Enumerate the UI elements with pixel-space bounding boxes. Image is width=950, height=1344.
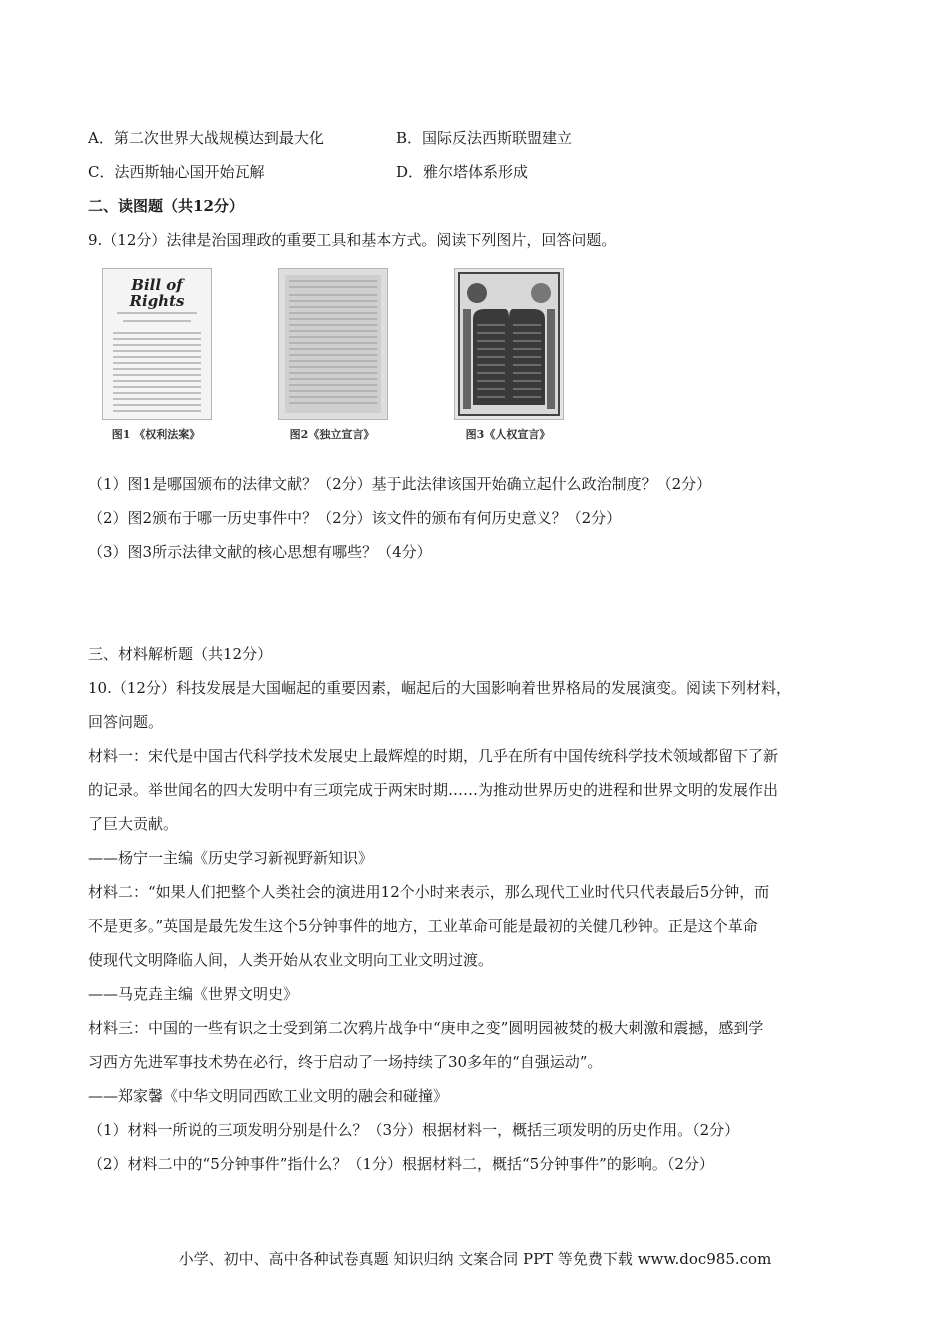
- material3-line2: 习西方先进军事技术势在必行，终于启动了一场持续了30多年的“自强运动”。: [88, 1053, 603, 1071]
- material2-source: ——马克垚主编《世界文明史》: [88, 985, 299, 1003]
- declaration-rights-of-man-image: [454, 268, 564, 420]
- engraving-illustration: [455, 269, 563, 419]
- option-a: A．第二次世界大战规模达到最大化: [88, 129, 324, 147]
- material2-line2: 不是更多。”英国是最先发生这个5分钟事件的地方，工业革命可能是最初的关健几秒钟。正是这个革命: [88, 917, 758, 935]
- material3-source: ——郑家馨《中华文明同西欧工业文明的融会和碰撞》: [88, 1087, 449, 1105]
- material2-line1: 材料二：“如果人们把整个人类社会的演进用12个小时来表示，那么现代工业时代只代表最后5分钟，而: [88, 883, 770, 901]
- material1-line1: 材料一：宋代是中国古代科学技术发展史上最辉煌的时期，几乎在所有中国传统科学技术领域都留下了新: [88, 747, 779, 765]
- page-footer: 小学、初中、高中各种试卷真题 知识归纳 文案合同 PPT 等免费下载 www.doc985.com: [178, 1250, 772, 1268]
- q10-line2: 回答问题。: [88, 713, 164, 731]
- q10-sub1: （1）材料一所说的三项发明分别是什么？（3分）根据材料一，概括三项发明的历史作用。（2分）: [88, 1121, 740, 1139]
- q9-sub3: （3）图3所示法律文献的核心思想有哪些？（4分）: [88, 543, 432, 561]
- section2-heading: 二、读图题（共12分）: [88, 197, 244, 215]
- figure-2-caption: 图2《独立宣言》: [289, 428, 375, 441]
- material1-line2: 的记录。举世闻名的四大发明中有三项完成于两宋时期……为推动世界历史的进程和世界文明的发展作出: [88, 781, 779, 799]
- document-texture: [279, 269, 387, 419]
- option-b: B．国际反法西斯联盟建立: [396, 129, 573, 147]
- q9-sub1: （1）图1是哪国颁布的法律文献？（2分）基于此法律该国开始确立起什么政治制度？（2分）: [88, 475, 712, 493]
- q10-sub2: （2）材料二中的“5分钟事件”指什么？（1分）根据材料二，概括“5分钟事件”的影响。（2分）: [88, 1155, 714, 1173]
- option-d: D．雅尔塔体系形成: [396, 163, 529, 181]
- figure-1-caption: 图1 《权利法案》: [111, 428, 201, 441]
- question-9: 9.（12分）法律是治国理政的重要工具和基本方式。阅读下列图片，回答问题。: [88, 231, 617, 249]
- material1-line3: 了巨大贡献。: [88, 815, 179, 833]
- figure-3-caption: 图3《人权宣言》: [465, 428, 551, 441]
- option-c: C．法西斯轴心国开始瓦解: [88, 163, 265, 181]
- section3-heading: 三、材料解析题（共12分）: [88, 645, 273, 663]
- material3-line1: 材料三：中国的一些有识之士受到第二次鸦片战争中“庚申之变”圆明园被焚的极大刺激和震撼，感到学: [88, 1019, 764, 1037]
- material1-source: ——杨宁一主编《历史学习新视野新知识》: [88, 849, 374, 867]
- figure-1: [102, 268, 216, 442]
- figure-3: [454, 268, 568, 442]
- bill-of-rights-image: [102, 268, 212, 420]
- declaration-of-independence-image: [278, 268, 388, 420]
- figure-2: [278, 268, 392, 442]
- bill-of-rights-title: Bill of Rights: [129, 276, 185, 310]
- document-text-lines: [103, 299, 211, 419]
- material2-line3: 使现代文明降临人间，人类开始从农业文明向工业文明过渡。: [88, 951, 494, 969]
- q9-sub2: （2）图2颁布于哪一历史事件中？（2分）该文件的颁布有何历史意义？（2分）: [88, 509, 622, 527]
- q10-line1: 10.（12分）科技发展是大国崛起的重要因素，崛起后的大国影响着世界格局的发展演变。阅读下列材料，: [88, 679, 791, 697]
